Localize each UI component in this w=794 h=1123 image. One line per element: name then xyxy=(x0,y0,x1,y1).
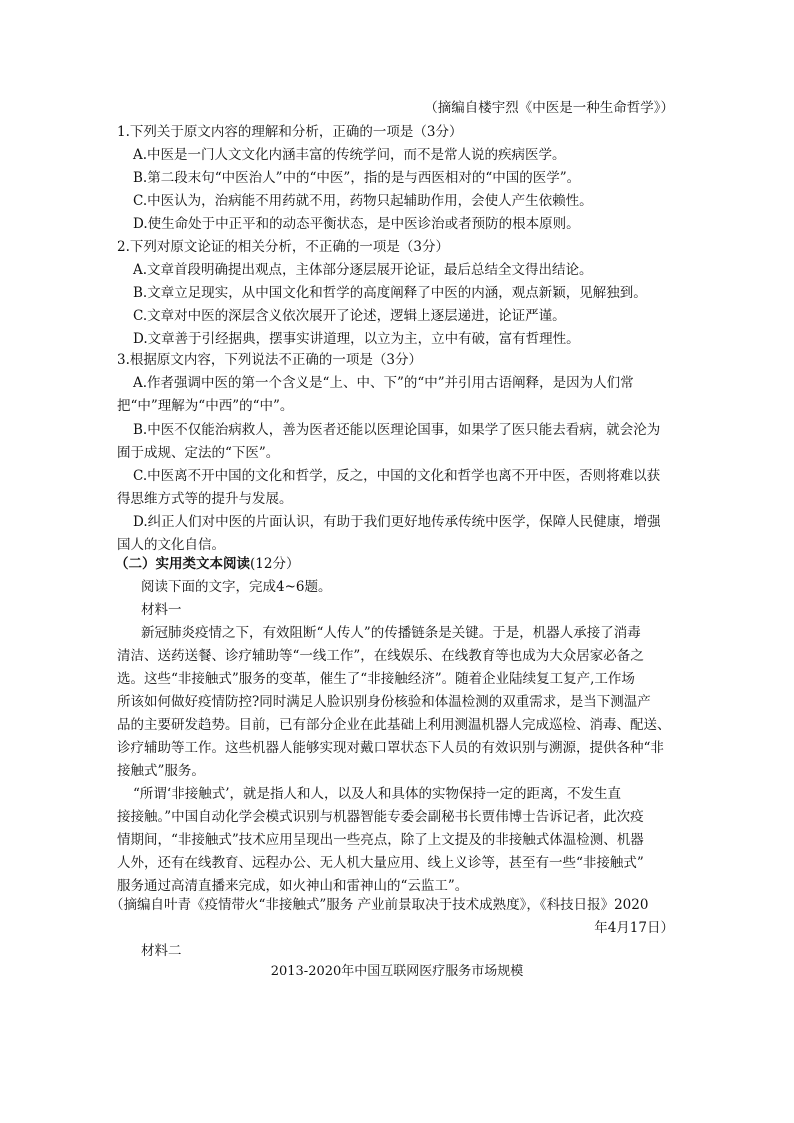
material-1-p1-line7: 接触式”服务。 xyxy=(117,763,205,779)
question-1-option-a: A.中医是一门人文文化内涵丰富的传统学问，而不是常人说的疾病医学。 xyxy=(133,147,566,163)
source-citation-2-line2: 年4月17日） xyxy=(594,920,674,936)
question-3-option-d-line1: D.纠正人们对中医的片面认识，有助于我们更好地传承传统中医学，保障人民健康，增强 xyxy=(133,514,661,530)
material-1-p1-line5: 品的主要研发趋势。目前，已有部分企业在此基础上利用测温机器人完成巡检、消毒、配送、 xyxy=(117,717,671,733)
question-3-option-c-line2: 得思维方式等的提升与发展。 xyxy=(117,491,293,507)
question-1-option-c: C.中医认为，治病能不用药就不用，药物只起辅助作用，会使人产生依赖性。 xyxy=(133,193,593,209)
material-1-p2-line2: 接接触。”中国自动化学会模式识别与机器智能专委会副秘书长贾伟博士告诉记者，此次疫 xyxy=(117,809,644,825)
material-1-p2-line1: “所谓‘非接触式’，就是指人和人，以及人和具体的实物保持一定的距离，不发生直 xyxy=(133,786,621,802)
question-1-option-b: B.第二段末句“中医治人”中的“中医”，指的是与西医相对的“中国的医学”。 xyxy=(133,170,581,186)
chart-title: 2013-2020年中国互联网医疗服务市场规模 xyxy=(270,964,524,979)
section-2-heading xyxy=(115,554,299,574)
question-2-stem: 2.下列对原文论证的相关分析，不正确的一项是（3分） xyxy=(117,239,449,255)
material-1-p1-line6: 诊疗辅助等工作。这些机器人能够实现对戴口罩状态下人员的有效识别与溯源，提供各种“非 xyxy=(117,740,664,756)
material-1-label: 材料一 xyxy=(141,602,182,618)
material-2-label: 材料二 xyxy=(141,943,182,959)
question-1-stem: 1.下列关于原文内容的理解和分析，正确的一项是（3分） xyxy=(117,124,463,140)
material-1-p2-line4: 人外，还有在线教育、远程办公、无人机大量应用、线上义诊等，甚至有一些“非接触式” xyxy=(117,855,644,871)
question-2-option-c: C.文章对中医的深层含义依次展开了论述，逻辑上逐层递进，论证严谨。 xyxy=(133,308,566,324)
material-1-p1-line3: 选。这些“非接触式”服务的变革，催生了“非接触经济”。随着企业陆续复工复产,工作场 xyxy=(117,671,635,687)
question-3-option-a-line2: 把“中”理解为“中西”的“中”。 xyxy=(117,398,294,414)
question-3-option-d-line2: 国人的文化自信。 xyxy=(117,537,225,553)
material-1-p2-line3: 情期间，“非接触式”技术应用呈现出一些亮点，除了上文提及的非接触式体温检测、机器 xyxy=(117,832,644,848)
section-2-instruction: 阅读下面的文字，完成4~6题。 xyxy=(141,579,332,595)
section-2-title: （二）实用类文本阅读 xyxy=(115,556,250,572)
question-3-stem: 3.根据原文内容，下列说法不正确的一项是（3分） xyxy=(117,352,422,368)
material-1-p1-line2: 清洁、送药送餐、诊疗辅助等“一线工作”，在线娱乐、在线教育等也成为大众居家必备之 xyxy=(117,648,644,664)
question-2-option-b: B.文章立足现实，从中国文化和哲学的高度阐释了中医的内涵，观点新颖，见解独到。 xyxy=(133,285,647,301)
source-citation-2-line1: （摘编自叶青《疫情带火“非接触式”服务 产业前景取决于技术成熟度》，《科技日报》2020 xyxy=(110,897,649,913)
question-3-option-b-line1: B.中医不仅能治病救人，善为医者还能以医理论国事，如果学了医只能去看病，就会沦为 xyxy=(133,422,661,438)
question-2-option-a: A.文章首段明确提出观点，主体部分逐层展开论证，最后总结全文得出结论。 xyxy=(133,262,593,278)
source-citation-1: （摘编自楼宇烈《中医是一种生命哲学》） xyxy=(424,100,674,116)
question-3-option-c-line1: C.中医离不开中国的文化和哲学，反之，中国的文化和哲学也离不开中医，否则将难以获 xyxy=(133,468,661,484)
material-1-p1-line4: 所该如何做好疫情防控?同时满足人脸识别身份核验和体温检测的双重需求，是当下测温产 xyxy=(117,694,651,710)
question-3-option-b-line2: 囿于成规、定法的“下医”。 xyxy=(117,445,280,461)
question-2-option-d: D.文章善于引经据典，摆事实讲道理，以立为主，立中有破，富有哲理性。 xyxy=(133,331,580,347)
question-1-option-d: D.使生命处于中正平和的动态平衡状态，是中医诊治或者预防的根本原则。 xyxy=(133,216,580,232)
section-2-points: (12分） xyxy=(250,556,300,572)
material-1-p2-line5: 服务通过高清直播来完成，如火神山和雷神山的“云监工”。 xyxy=(117,878,469,894)
question-3-option-a-line1: A.作者强调中医的第一个含义是“上、中、下”的“中”并引用古语阐释，是因为人们常 xyxy=(133,375,634,391)
material-1-p1-line1: 新冠肺炎疫情之下，有效阻断“人传人”的传播链条是关键。于是，机器人承接了消毒 xyxy=(141,625,641,641)
